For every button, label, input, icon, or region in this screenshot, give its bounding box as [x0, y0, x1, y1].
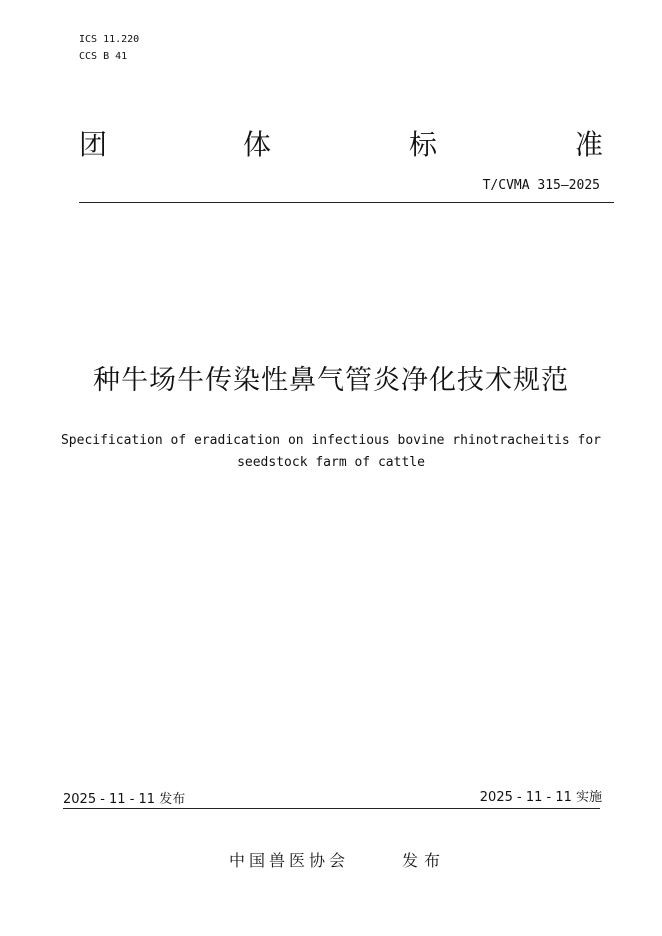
- publish-date: 2025 - 11 - 11 发布: [63, 792, 186, 807]
- title-english-line-1: Specification of eradication on infectious bovine rhinotracheitis for: [60, 433, 602, 448]
- title-english-line-2: seedstock farm of cattle: [237, 455, 425, 470]
- standard-type-char-1: 团: [79, 128, 108, 161]
- ics-code: ICS 11.220: [79, 34, 140, 45]
- standard-type-char-2: 体: [243, 128, 272, 161]
- standard-code: T/CVMA 315—2025: [482, 178, 600, 193]
- title-chinese: 种牛场牛传染性鼻气管炎净化技术规范: [93, 365, 569, 396]
- footer-divider: [63, 808, 600, 809]
- title-english: [0, 430, 662, 474]
- header-divider: [79, 202, 614, 203]
- implement-date: 2025 - 11 - 11 实施: [479, 790, 602, 805]
- issue-action: 发布: [402, 851, 447, 870]
- standard-type-char-4: 准: [575, 128, 604, 161]
- ccs-code: CCS B 41: [79, 51, 128, 62]
- issuer-name: 中国兽医协会: [229, 851, 350, 870]
- standard-type-char-3: 标: [409, 128, 438, 161]
